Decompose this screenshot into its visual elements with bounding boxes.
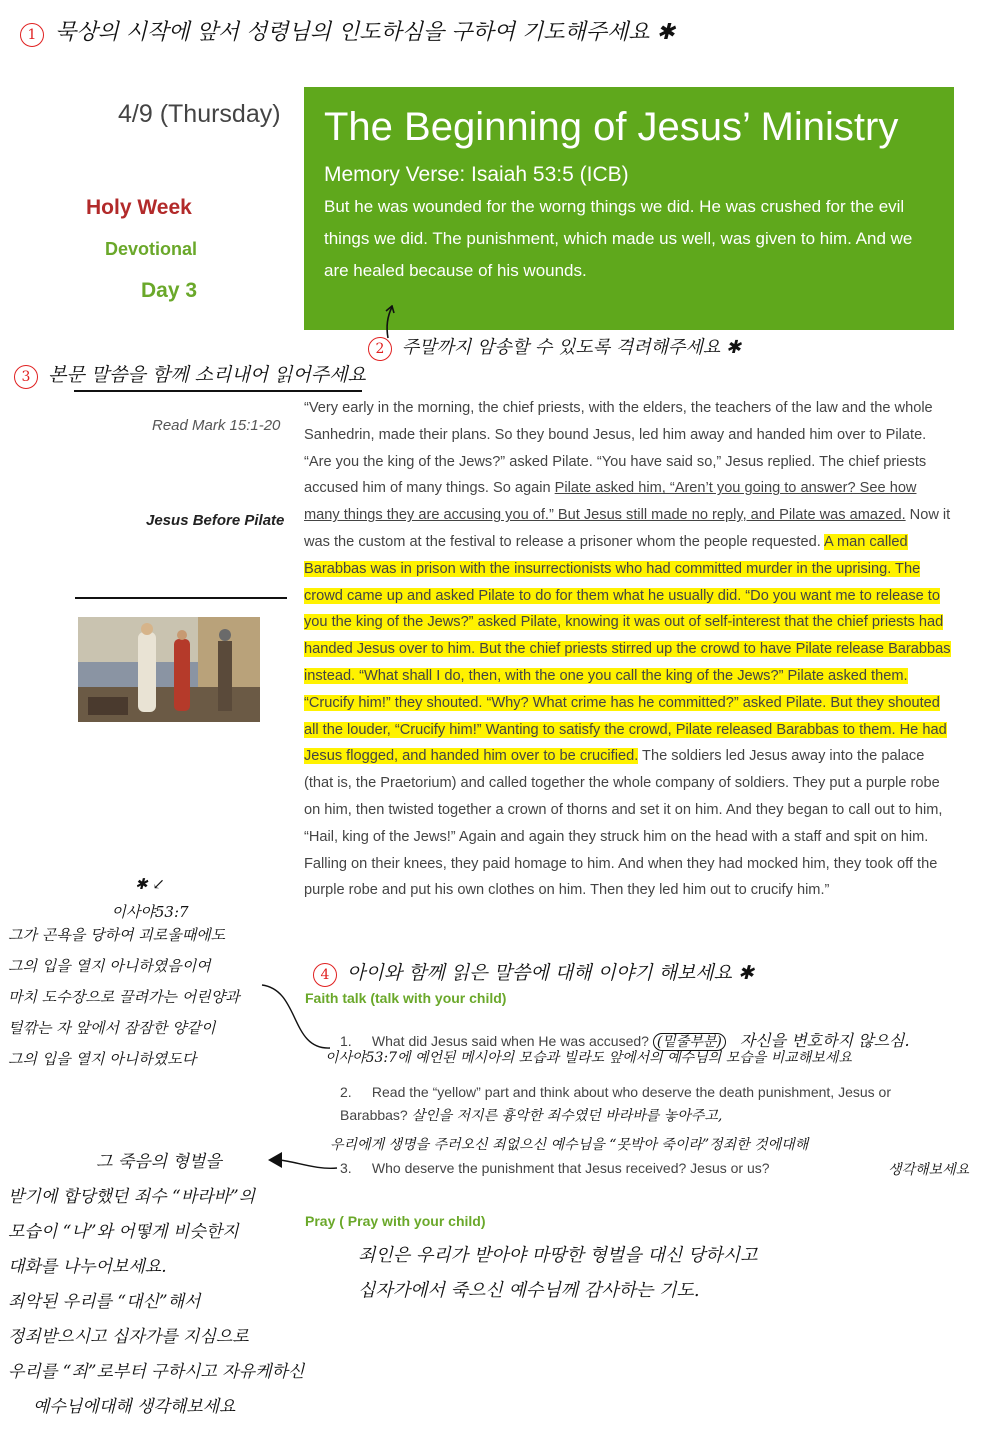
- question-2-answer-end: 생각해보세요: [888, 1162, 970, 1178]
- isaiah-note-line: 그가 곤욕을 당하여 괴로울때에도: [8, 926, 226, 944]
- pray-heading: Pray ( Pray with your child): [305, 1213, 486, 1229]
- note-1-text: 묵상의 시작에 앞서 성령님의 인도하심을 구하여 기도해주세요 ✱: [55, 20, 675, 45]
- bottom-note-line: 정죄받으시고 십자가를 지심으로: [8, 1327, 249, 1347]
- connector-curve-icon: [260, 980, 350, 1060]
- note-number-4: 4: [313, 963, 337, 987]
- scripture-part-1: “Very early in the morning, the chief priests, with the elders, the teachers of the law and the whole Sanhedrin, made their plans. So they bound Jesus, led him away and handed him over to Pilate. “Are you the king of the Jews?” asked Pilate. “You have said so,” Jesus replied. The chief priests accused him of many things. So again: [304, 400, 933, 497]
- note-3-underline: [74, 390, 362, 392]
- note-2-text: 주말까지 암송할 수 있도록 격려해주세요 ✱: [401, 337, 742, 358]
- note-number-2: 2: [368, 337, 392, 361]
- scripture-part-3: The soldiers led Jesus away into the palace (that is, the Praetorium) and called together the whole company of soldiers. They put a purple robe on him, then twisted together a crown of thorns and set it on him. And they began to call out to him, “Hail, king of the Jews!” Again and again they struck him on the head with a staff and spit on him. Falling on their knees, they paid homage to him. And when they had mocked him, they took off the purple robe and put his own clothes on him. Then they led him out to crucify him.”: [304, 748, 943, 899]
- scripture-passage: [304, 395, 956, 904]
- question-2-answer-right: 살인을 저지른 흉악한 죄수였던 바라바를 놓아주고,: [411, 1108, 723, 1124]
- scripture-reference: Read Mark 15:1-20: [152, 417, 281, 434]
- isaiah-note-reference: 이사야53:7: [111, 903, 189, 921]
- scripture-underlined: Pilate asked him, “Aren’t you going to answer? See how many things they are accusing you of.” But Jesus still made no reply, and Pilate was amazed.: [304, 480, 917, 524]
- question-1-number: 1.: [340, 1033, 352, 1049]
- question-3-number: 3.: [340, 1160, 352, 1176]
- scripture-part-2: Now it was the custom at the festival to release a prisoner whom the people requested.: [304, 507, 951, 550]
- question-2-number: 2.: [340, 1084, 352, 1100]
- pray-answer: [358, 1238, 757, 1308]
- question-3: [340, 1160, 770, 1176]
- holy-week-label: Holy Week: [86, 196, 192, 219]
- devotional-label: Devotional: [105, 239, 198, 259]
- question-2: [340, 1081, 940, 1128]
- bottom-note-line: 모습이 “나”와 어떻게 비슷한지: [8, 1222, 239, 1242]
- bottom-note-line: 예수님에대해 생각해보세요: [33, 1397, 236, 1417]
- question-2-text: Read the “yellow” part and think about who deserve the death punishment, Jesus or Barabbas?: [340, 1084, 891, 1123]
- day-label: Day 3: [141, 279, 198, 302]
- isaiah-note-heading: [50, 870, 250, 926]
- faith-talk-heading: Faith talk (talk with your child): [305, 990, 507, 1006]
- isaiah-note-line: 그의 입을 열지 아니하였음이여: [8, 957, 211, 975]
- memory-verse-label: Memory Verse: Isaiah 53:5 (ICB): [324, 163, 629, 186]
- isaiah-note-line: 마치 도수장으로 끌려가는 어린양과: [8, 988, 240, 1006]
- pray-answer-line: 죄인은 우리가 받아야 마땅한 형벌을 대신 당하시고: [358, 1245, 758, 1266]
- question-3-text: Who deserve the punishment that Jesus received? Jesus or us?: [371, 1160, 770, 1176]
- bottom-note-line: 그 죽음의 형벌을: [96, 1152, 222, 1172]
- question-1-circled-note: (밑줄부분): [653, 1033, 726, 1051]
- isaiah-note-line: 그의 입을 열지 아니하였도다: [8, 1050, 197, 1068]
- divider-line: [75, 597, 287, 599]
- isaiah-note-text: [8, 920, 240, 1075]
- bottom-left-note: [8, 1145, 304, 1425]
- question-2-answer-below: 우리에게 생명을 주러오신 죄없으신 예수님을 “못박아 죽이라”정죄한 것에대해: [330, 1137, 809, 1153]
- handwritten-note-3: [14, 360, 366, 389]
- title-banner: [304, 87, 954, 330]
- handwritten-note-2: [368, 333, 741, 361]
- handwritten-note-1: [20, 15, 675, 47]
- question-1-answer-right: 자신을 변호하지 않으심.: [739, 1031, 910, 1050]
- bottom-note-line: 죄악된 우리를 “대신”해서: [8, 1292, 201, 1312]
- bottom-note-line: 우리를 “죄”로부터 구하시고 자유케하신: [8, 1362, 305, 1382]
- scripture-highlighted: A man called Barabbas was in prison with the insurrectionists who had committed murder in the uprising. The crowd came up and asked Pilate to do for them what he usually did. “Do you want me to release to you the king of the Jews?” asked Pilate, knowing it was out of self-interest that the chief priests had handed Jesus over to him. But the chief priests stirred up the crowd to have Pilate release Barabbas instead. “What shall I do, then, with the one you call the king of the Jews?” Pilate asked them. “Crucify him!” they shouted. “Why? What crime has he committed?” asked Pilate. But they shouted all the louder, “Crucify him!” Wanting to satisfy the crowd, Pilate released Barabbas to them. He had Jesus flogged, and handed him over to be crucified.: [304, 533, 951, 765]
- note-number-1: 1: [20, 23, 44, 47]
- devotional-title: The Beginning of Jesus’ Ministry: [324, 105, 899, 149]
- bottom-note-line: 받기에 합당했던 죄수 “바라바”의: [8, 1187, 256, 1207]
- handwritten-note-4: [313, 958, 754, 987]
- pray-answer-line: 십자가에서 죽으신 예수님께 감사하는 기도.: [358, 1280, 700, 1301]
- question-1-text: What did Jesus said when He was accused?: [371, 1033, 649, 1049]
- bottom-note-line: 대화를 나누어보세요.: [8, 1257, 167, 1277]
- note-4-text: 아이와 함께 읽은 말씀에 대해 이야기 해보세요 ✱: [347, 962, 754, 984]
- note-number-3: 3: [14, 365, 38, 389]
- isaiah-note-line: 털깎는 자 앞에서 잠잠한 양같이: [8, 1019, 216, 1037]
- isaiah-note-marker: ✱ ↙: [135, 875, 165, 893]
- section-title: Jesus Before Pilate: [146, 512, 285, 529]
- jesus-before-pilate-painting: [78, 617, 260, 722]
- question-1-answer-below: 이사야53:7에 예언된 메시아의 모습과 빌라도 앞에서의 예수님의 모습을 비교해보세요: [325, 1050, 852, 1066]
- memory-verse-text: But he was wounded for the worng things we did. He was crushed for the evil things we did. The punishment, which made us well, was given to him. And we are healed because of his wounds.: [324, 197, 913, 280]
- note-3-text: 본문 말씀을 함께 소리내어 읽어주세요: [48, 364, 366, 386]
- date-label: 4/9 (Thursday): [118, 100, 281, 128]
